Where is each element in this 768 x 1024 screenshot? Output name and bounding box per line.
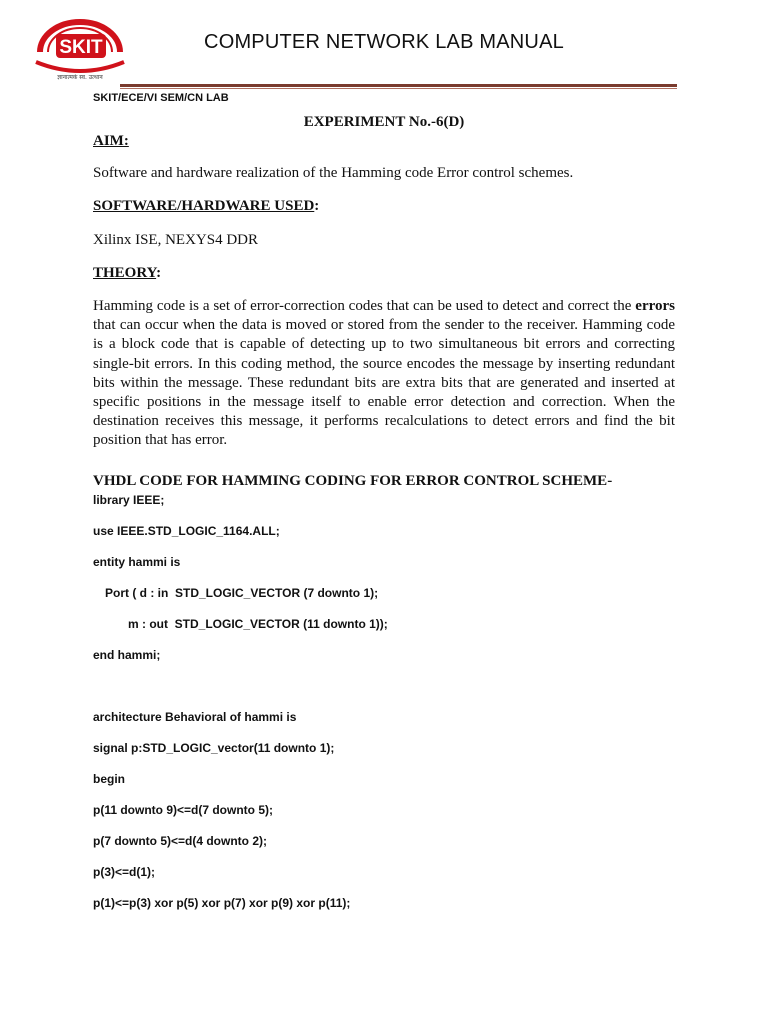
code-line: architecture Behavioral of hammi is	[93, 710, 297, 724]
aim-text: Software and hardware realization of the Hamming code Error control schemes.	[93, 165, 574, 181]
header-rule	[120, 84, 677, 87]
theory-paragraph	[93, 297, 675, 451]
experiment-title: EXPERIMENT No.-6(D)	[303, 114, 465, 130]
code-line: p(1)<=p(3) xor p(5) xor p(7) xor p(9) xor p(11);	[93, 896, 351, 910]
code-line: entity hammi is	[93, 555, 181, 569]
software-text: Xilinx ISE, NEXYS4 DDR	[93, 232, 259, 248]
logo-tagline: ज्ञानात्मकं स्व. उत्थान	[57, 74, 103, 81]
software-heading-colon: :	[314, 198, 320, 214]
theory-heading-colon: :	[156, 265, 162, 281]
aim-heading-text: AIM:	[93, 133, 129, 149]
software-heading	[93, 198, 319, 215]
theory-text-bold: errors	[635, 298, 675, 314]
code-line: p(3)<=d(1);	[93, 865, 156, 879]
code-line: Port ( d : in STD_LOGIC_VECTOR (7 downto 1);	[105, 586, 379, 600]
theory-text-start: Hamming code is a set of error-correction codes that can be used to detect and correct the	[93, 298, 636, 314]
software-heading-text: SOFTWARE/HARDWARE USED	[93, 198, 315, 214]
theory-heading-text: THEORY	[93, 265, 157, 281]
theory-text-rest: that can occur when the data is moved or stored from the sender to the receiver. Hamming code is a block code that is capable of detecting up to two simultaneous bit errors and correcting single-bit errors. In this coding method, the source encodes the message by inserting redundant bits within the message. These redundant bits are extra bits that are generated and inserted at specific positions in the message itself to enable error detection and correction. When the destination receives this message, it performs recalculations to detect errors and find the bit position that has error.	[93, 317, 675, 449]
header-rule-thin	[120, 88, 677, 89]
code-line: end hammi;	[93, 648, 161, 662]
code-line: m : out STD_LOGIC_VECTOR (11 downto 1));	[128, 617, 388, 631]
code-line: p(11 downto 9)<=d(7 downto 5);	[93, 803, 273, 817]
logo-text: SKIT	[59, 37, 103, 58]
code-line: library IEEE;	[93, 493, 165, 507]
vhdl-heading: VHDL CODE FOR HAMMING CODING FOR ERROR CONTROL SCHEME-	[93, 473, 613, 489]
code-line: p(7 downto 5)<=d(4 downto 2);	[93, 834, 267, 848]
code-line: use IEEE.STD_LOGIC_1164.ALL;	[93, 524, 280, 538]
lab-code: SKIT/ECE/VI SEM/CN LAB	[93, 92, 229, 104]
aim-heading	[93, 133, 129, 150]
code-line: begin	[93, 772, 125, 786]
theory-heading	[93, 265, 161, 282]
header-title: COMPUTER NETWORK LAB MANUAL	[204, 31, 564, 53]
code-line: signal p:STD_LOGIC_vector(11 downto 1);	[93, 741, 335, 755]
